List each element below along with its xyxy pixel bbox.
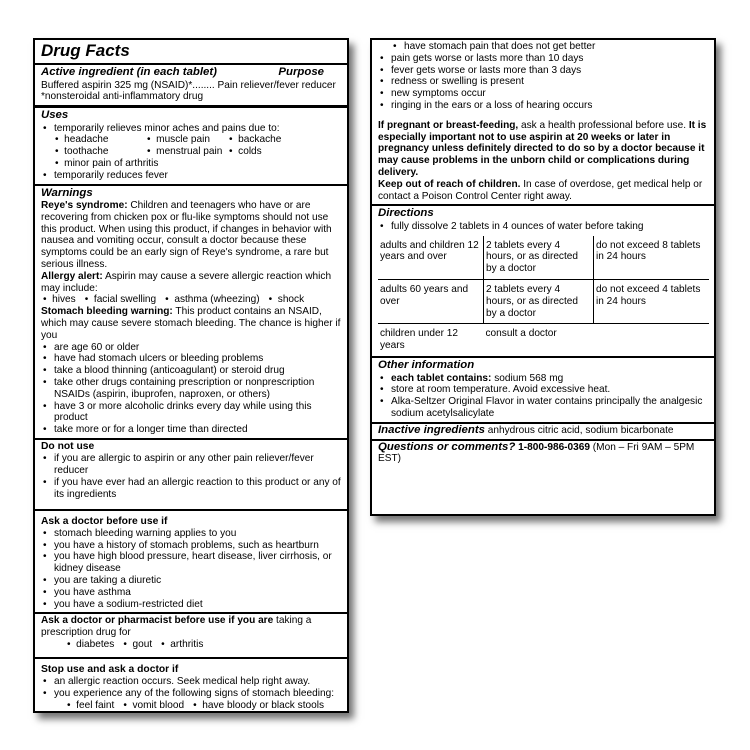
list-item: • have stomach pain that does not get better — [391, 41, 709, 53]
ask-pharmacist-text: Ask a doctor or pharmacist before use if you are taking a prescription drug for — [41, 615, 312, 639]
uses-header: Uses — [41, 109, 69, 122]
drug-facts-right-panel — [370, 38, 716, 516]
active-ingredient-header: Active ingredient (in each tablet) — [41, 66, 217, 78]
allergy-alert: Allergy alert: Aspirin may cause a severe allergic reaction which may include: — [41, 270, 332, 294]
table-cell: adults 60 years and over — [378, 280, 484, 324]
list-item: • Alka-Seltzer Original Flavor in water contains principally the analgesic sodium acetylsalicylate — [378, 396, 709, 420]
list-item: • minor pain of arthritis — [55, 158, 309, 170]
reye-warning: Reye's syndrome: Children and teenagers who have or are recovering from chicken pox or flu-like symptoms should not use this product. When using this product, if changes in behavior with nausea and vomiting occur, consult a doctor because these symptoms could be an early sign of Reye's syndrome, a rare but serious illness. — [41, 200, 332, 271]
list-item: • if you are allergic to aspirin or any other pain reliever/fever reducer — [41, 453, 342, 477]
list-item: • you experience any of the following signs of stomach bleeding: — [41, 688, 342, 700]
inactive-ingredients: Inactive ingredients anhydrous citric acid, sodium bicarbonate — [378, 423, 674, 436]
directions-header: Directions — [378, 207, 434, 220]
ask-doctor-section — [35, 511, 347, 615]
stomach-bleeding-warning: Stomach bleeding warning: This product contains an NSAID, which may cause severe stomach bleeding. The chance is higher if you — [41, 306, 341, 341]
list-item: • colds — [229, 146, 309, 158]
list-item: • have 3 or more alcoholic drinks every day while using this product — [41, 401, 342, 425]
table-cell: 2 tablets every 4 hours, or as directed by a doctor — [484, 236, 594, 280]
table-cell: children under 12 years — [380, 328, 458, 352]
list-item: • take a blood thinning (anticoagulant) or steroid drug — [41, 365, 342, 377]
pharmacist-list — [41, 639, 342, 651]
list-item: • muscle pain — [147, 134, 229, 146]
uses-grid — [41, 134, 342, 169]
uses-fever: • temporarily reduces fever — [41, 170, 342, 182]
list-item: • pain gets worse or lasts more than 10 days — [378, 53, 709, 65]
stop-use-section — [35, 659, 347, 713]
list-item: • facial swelling — [85, 294, 156, 306]
list-item: • vomit blood — [123, 700, 184, 712]
keep-out-of-reach: Keep out of reach of children. In case of overdose, get medical help or contact a Poison Control Center right away. — [378, 178, 703, 202]
title-section — [35, 40, 347, 65]
list-item: • take other drugs containing prescription or nonprescription NSAIDs (aspirin, ibuprofen, naproxen, or others) — [41, 377, 342, 401]
list-item: • headache — [55, 134, 147, 146]
list-item: • have had stomach ulcers or bleeding problems — [41, 353, 342, 365]
list-item: • take more or for a longer time than directed — [41, 424, 342, 436]
list-item: • arthritis — [161, 639, 203, 651]
uses-section — [35, 108, 347, 185]
stop-use-header: Stop use and ask a doctor if — [41, 663, 179, 675]
list-item: • shock — [269, 294, 305, 306]
inactive-ingredients-section — [372, 424, 714, 441]
list-item: • you have asthma — [41, 587, 342, 599]
uses-intro: • temporarily relieves minor aches and pains due to: — [41, 123, 342, 135]
list-item: • you have high blood pressure, heart disease, liver cirrhosis, or kidney disease — [41, 551, 342, 575]
list-item: • hives — [43, 294, 76, 306]
list-item: • if you have ever had an allergic reaction to this product or any of its ingredients — [41, 477, 342, 501]
purpose-header: Purpose — [278, 66, 324, 78]
table-cell: consult a doctor — [485, 328, 557, 340]
directions-table — [378, 236, 709, 356]
pregnancy-warning: If pregnant or breast-feeding, ask a health professional before use. It is especially important not to use aspirin at 20 weeks or later in pregnancy unless definitely directed to do so by a doctor because it may cause problems in the unborn child or complications during delivery. — [378, 119, 707, 178]
list-item: • menstrual pain — [147, 146, 229, 158]
directions-section — [372, 206, 714, 358]
drug-facts-left-panel — [33, 38, 349, 713]
do-not-use-section — [35, 440, 347, 510]
bleeding-signs-list — [41, 700, 342, 712]
table-cell: do not exceed 4 tablets in 24 hours — [594, 280, 710, 324]
list-item: • have bloody or black stools — [193, 700, 324, 712]
list-item: • gout — [123, 639, 152, 651]
list-item: • backache — [229, 134, 309, 146]
ask-pharmacist-section — [35, 614, 347, 658]
table-row — [378, 236, 709, 280]
list-item: • ringing in the ears or a loss of hearing occurs — [378, 100, 709, 112]
nsaid-note: *nonsteroidal anti-inflammatory drug — [41, 91, 204, 103]
list-item: • an allergic reaction occurs. Seek medical help right away. — [41, 676, 342, 688]
list-item: • you have a history of stomach problems, such as heartburn — [41, 540, 342, 552]
directions-intro: • fully dissolve 2 tablets in 4 ounces of water before taking — [378, 221, 709, 233]
allergy-list — [41, 294, 342, 306]
warnings-section — [35, 186, 347, 440]
list-item: • are age 60 or older — [41, 342, 342, 354]
do-not-use-header: Do not use — [41, 441, 95, 453]
list-item: • you are taking a diuretic — [41, 575, 342, 587]
other-information-section — [372, 358, 714, 424]
list-item: • redness or swelling is present — [378, 76, 709, 88]
table-cell: adults and children 12 years and over — [378, 236, 484, 280]
list-item: • new symptoms occur — [378, 88, 709, 100]
questions-section — [372, 441, 714, 468]
table-row — [378, 280, 709, 324]
list-item: • asthma (wheezing) — [165, 294, 259, 306]
ask-doctor-header: Ask a doctor before use if — [41, 515, 168, 527]
page-title: Drug Facts — [41, 41, 130, 60]
table-cell — [594, 324, 710, 356]
list-item: • each tablet contains: sodium 568 mg — [378, 373, 709, 385]
list-item: • toothache — [55, 146, 147, 158]
stop-use-continued-section — [372, 40, 714, 206]
list-item: • feel faint — [67, 700, 114, 712]
warnings-header: Warnings — [41, 186, 93, 199]
list-item: • you have a sodium-restricted diet — [41, 599, 342, 611]
list-item: • diabetes — [67, 639, 114, 651]
active-ingredient-line: Buffered aspirin 325 mg (NSAID)*........ Pain reliever/fever reducer — [41, 79, 336, 91]
other-information-header: Other information — [378, 359, 475, 372]
table-cell: do not exceed 8 tablets in 24 hours — [594, 236, 710, 280]
list-item: • store at room temperature. Avoid excessive heat. — [378, 384, 709, 396]
active-ingredient-section — [35, 65, 347, 108]
list-item: • stomach bleeding warning applies to you — [41, 528, 342, 540]
list-item: • fever gets worse or lasts more than 3 days — [378, 65, 709, 77]
table-row — [378, 324, 709, 356]
questions-line: Questions or comments? 1-800-986-0369 (Mon – Fri 9AM – 5PM EST) — [378, 440, 695, 465]
table-cell: 2 tablets every 4 hours, or as directed by a doctor — [484, 280, 594, 324]
